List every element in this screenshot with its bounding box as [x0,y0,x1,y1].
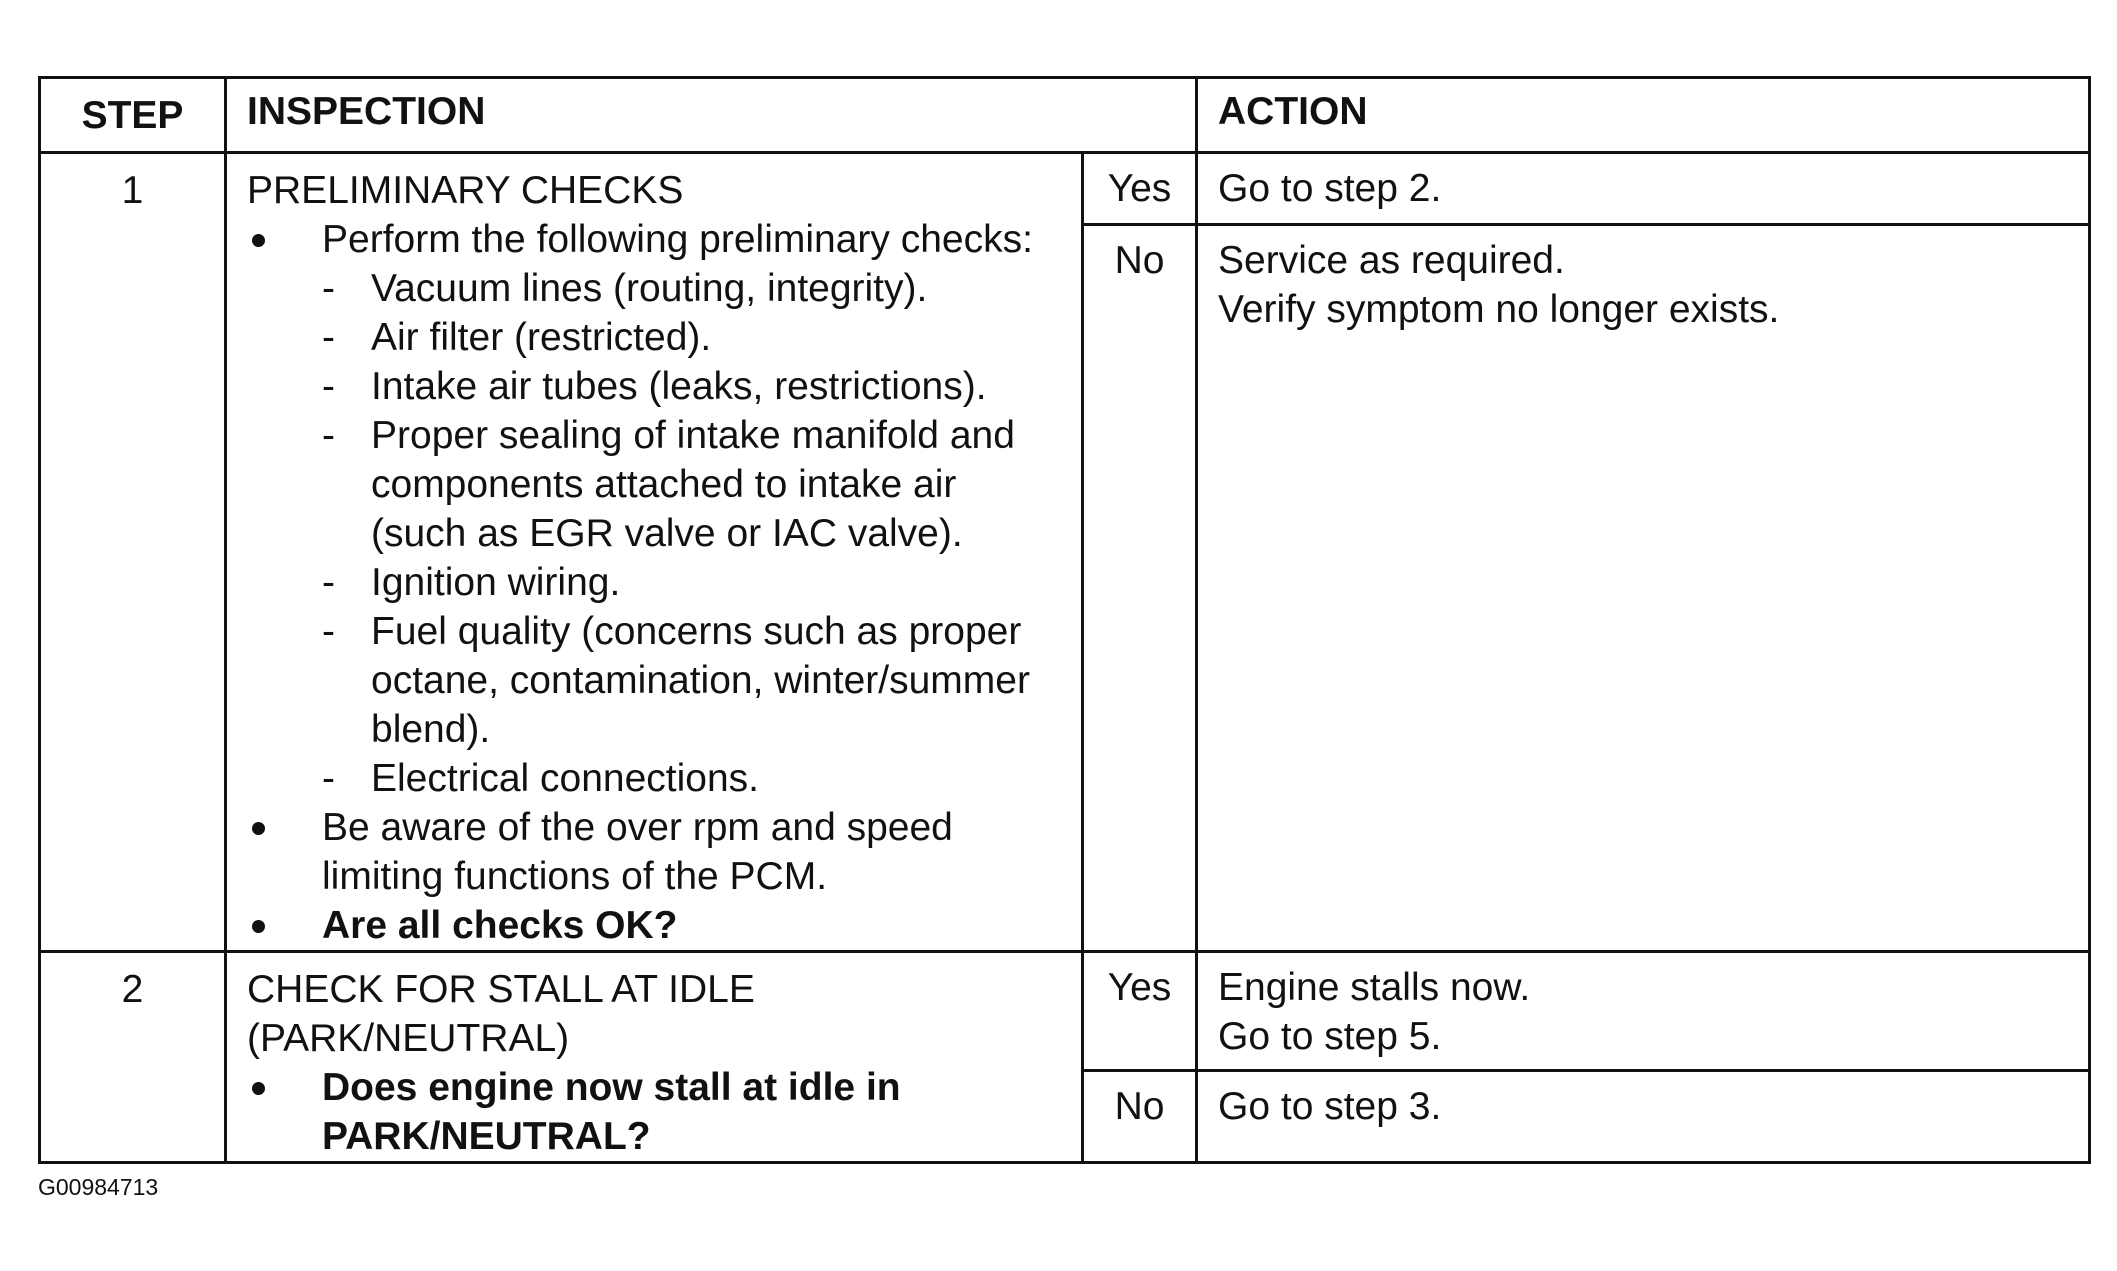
action-line: Go to step 5. [1218,1015,1442,1058]
step-2-question: Does engine now stall at idle in PARK/NEUTRAL? [247,1063,1061,1161]
step-1-number: 1 [40,153,226,952]
action-line: Verify symptom no longer exists. [1218,288,1780,332]
step-1-no-action [1197,225,2090,952]
checklist-item: - Ignition wiring. [322,558,1061,607]
step-2-number: 2 [40,952,226,1163]
step-2-title: CHECK FOR STALL AT IDLE (PARK/NEUTRAL) [247,968,755,1060]
step-1-no-label: No [1083,225,1197,952]
action-line: Engine stalls now. [1218,966,1531,1009]
action-line: Go to step 3. [1218,1085,1442,1128]
figure-id: G00984713 [38,1174,159,1200]
checklist-item: - Electrical connections. [322,754,1061,803]
step-1-bullet-perform-text: Perform the following preliminary checks: [322,218,1033,261]
step-2-yes-action [1197,952,2090,1071]
checklist-item: - Vacuum lines (routing, integrity). [322,264,1061,313]
header-row [40,78,2090,153]
checklist-item: - Intake air tubes (leaks, restrictions). [322,362,1061,411]
action-header: ACTION [1197,78,2090,153]
step-1-yes-row [40,153,2090,225]
step-1-title: PRELIMINARY CHECKS [247,169,684,212]
step-2-no-label: No [1083,1071,1197,1163]
action-line: Service as required. [1218,239,1565,283]
checklist-item: - Fuel quality (concerns such as proper octane, contamination, winter/summer blend). [322,607,1061,754]
diagnostic-table [38,76,2091,1164]
step-1-bullet-perform [247,215,1061,803]
step-1-yes-action [1197,153,2090,225]
step-2-yes-label: Yes [1083,952,1197,1071]
step-1-bullet-aware: Be aware of the over rpm and speed limiting functions of the PCM. [247,803,1061,901]
step-header: STEP [40,78,226,153]
step-1-yes-label: Yes [1083,153,1197,225]
step-2-no-action [1197,1071,2090,1163]
inspection-header: INSPECTION [226,78,1197,153]
step-2-inspection [226,952,1083,1163]
step-2-yes-row [40,952,2090,1071]
action-line: Go to step 2. [1218,167,1442,210]
step-1-checklist [322,264,1061,803]
checklist-item: - Proper sealing of intake manifold and components attached to intake air (such as EGR valve or IAC valve). [322,411,1061,558]
checklist-item: - Air filter (restricted). [322,313,1061,362]
step-1-inspection [226,153,1083,952]
step-1-question: Are all checks OK? [247,901,1061,950]
